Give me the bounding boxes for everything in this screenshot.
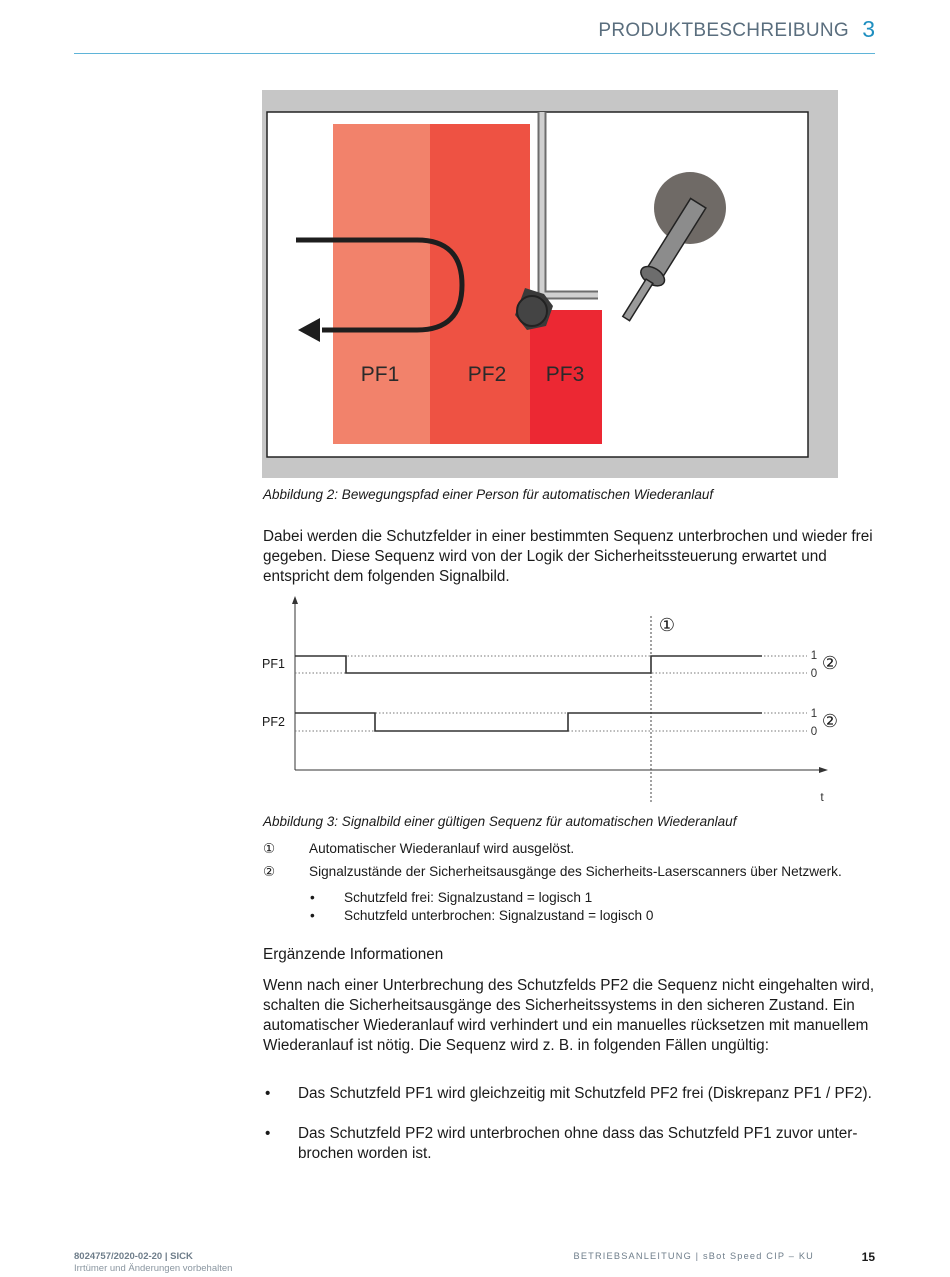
supplementary-paragraph: Wenn nach einer Unterbrechung des Schutzfelds PF2 die Sequenz nicht eingehalten wird, schalten die Sicherheitsausgänge des Sicherheitssystems in den sicheren Zustand. Ein automatischer Wiederanlauf wird verhindert und ein manuelles rücksetzen mit manuellem Wiederanlauf ist nötig. Die Sequenz wird z. B. in folgenden Fällen ungültig: — [263, 977, 875, 1054]
y-axis-arrow — [292, 596, 298, 604]
pf1-marker-2: ② — [821, 653, 839, 673]
list-item-text: Das Schutzfeld PF2 wird unterbrochen ohne dass das Schutzfeld PF1 zuvor unterbrochen worden ist. — [298, 1125, 858, 1162]
scanner-lens — [517, 296, 547, 326]
legend-symbol: ① — [263, 841, 276, 856]
supplementary-heading: Ergänzende Informationen — [263, 946, 444, 963]
bullet-icon: • — [265, 1125, 271, 1142]
legend-text: Signalzustände der Sicherheitsausgänge des Sicherheits-Laserscanners über Netzwerk. — [309, 864, 842, 879]
pf2-signal-label: PF2 — [262, 715, 285, 729]
pf2-marker-2: ② — [821, 711, 839, 731]
pf3-label: PF3 — [545, 363, 585, 386]
legend-symbol: ② — [263, 864, 276, 879]
footer-manual-title: BETRIEBSANLEITUNG | sBot Speed CIP – KU — [573, 1251, 814, 1261]
figure-3-caption: Abbildung 3: Signalbild einer gültigen Sequenz für automatischen Wiederanlauf — [263, 814, 737, 829]
footer-doc-id: 8024757/2020-02-20 | SICK — [74, 1251, 193, 1262]
figure-signal-diagram — [262, 592, 850, 806]
pf1-high-label: 1 — [810, 650, 818, 662]
bullet-icon: • — [265, 1085, 271, 1102]
time-axis-arrow — [819, 767, 828, 773]
section-title: PRODUKTBESCHREIBUNG — [598, 20, 849, 41]
pf1-low-label: 0 — [810, 668, 818, 680]
pf1-signal-label: PF1 — [262, 657, 285, 671]
page-number: 15 — [861, 1250, 875, 1264]
protective-field-pf1 — [333, 124, 430, 444]
section-number: 3 — [862, 16, 875, 42]
bullet-icon: • — [310, 908, 315, 923]
header-divider — [74, 53, 875, 54]
figure-movement-path — [262, 90, 838, 478]
footer-disclaimer: Irrtümer und Änderungen vorbehalten — [74, 1263, 233, 1274]
legend-text: Automatischer Wiederanlauf wird ausgelöst. — [309, 841, 575, 856]
legend-sub-text: Schutzfeld frei: Signalzustand = logisch 1 — [344, 890, 593, 905]
figure-2-caption: Abbildung 2: Bewegungspfad einer Person für automatischen Wiederanlauf — [263, 487, 714, 502]
paragraph-sequence: Dabei werden die Schutzfelder in einer bestimmten Sequenz unterbrochen und wieder frei gegeben. Diese Sequenz wird von der Logik der Sicherheitssteuerung erwartet und entspricht dem folgenden Signalbild. — [263, 528, 873, 585]
pf1-signal — [295, 656, 762, 673]
pf2-label: PF2 — [467, 363, 507, 386]
pf1-label: PF1 — [360, 363, 400, 386]
bullet-icon: • — [310, 890, 315, 905]
legend-sub-text: Schutzfeld unterbrochen: Signalzustand = logisch 0 — [344, 908, 654, 923]
list-item-text: Das Schutzfeld PF1 wird gleichzeitig mit Schutzfeld PF2 frei (Diskrepanz PF1 / PF2). — [298, 1085, 872, 1102]
protective-field-pf2 — [430, 124, 530, 444]
pf2-signal — [295, 713, 762, 731]
marker-1: ① — [658, 615, 676, 635]
pf2-high-label: 1 — [810, 708, 818, 720]
pf2-low-label: 0 — [810, 726, 818, 738]
time-axis-label: t — [820, 790, 824, 804]
